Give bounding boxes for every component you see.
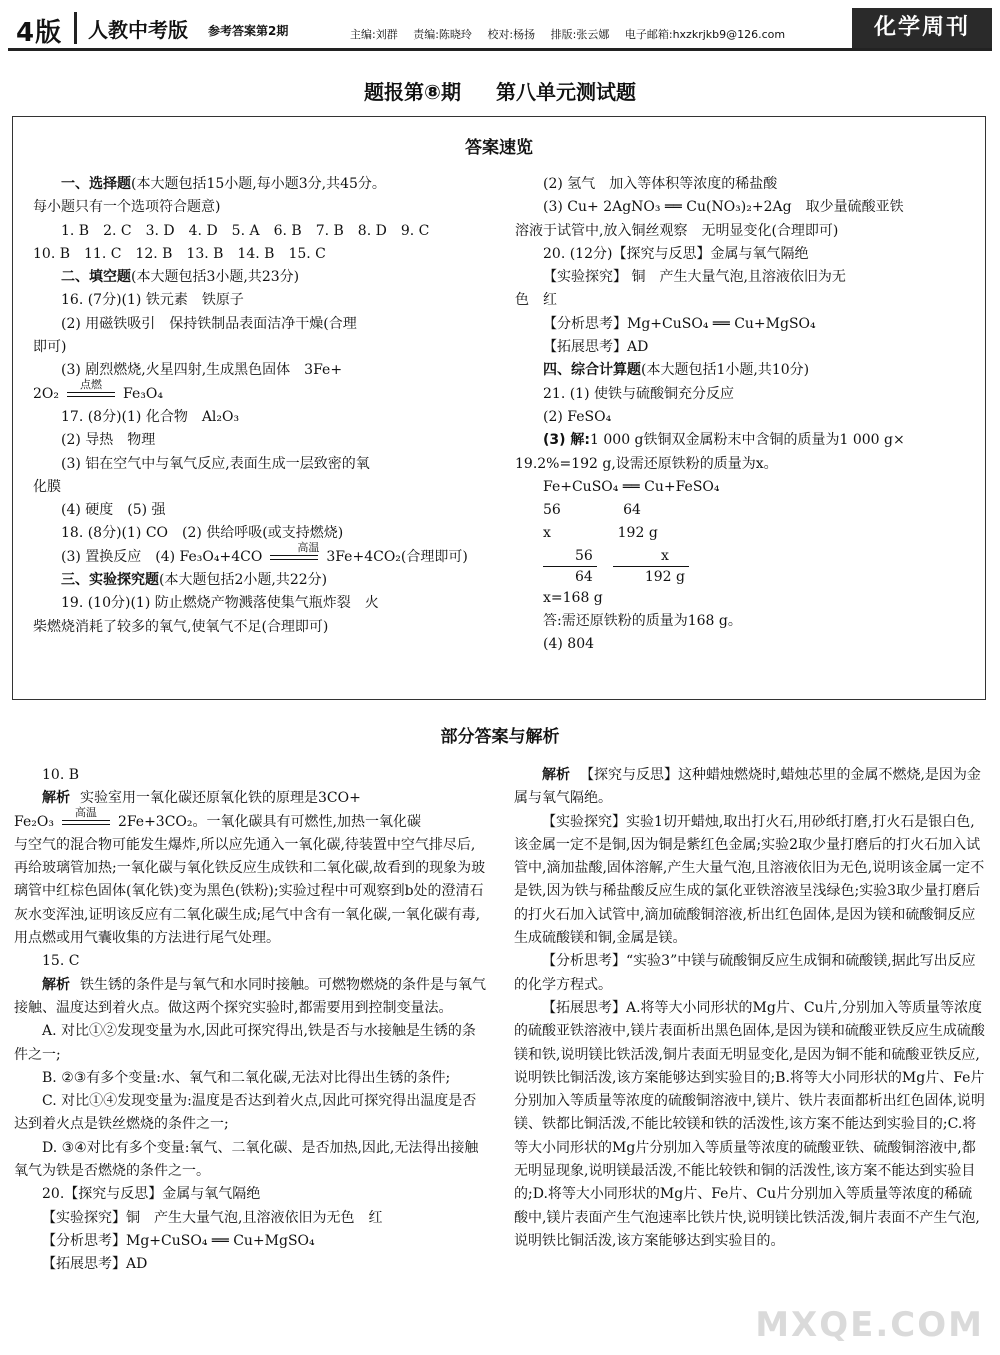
text-line xyxy=(33,592,495,615)
answer-overview-right-column xyxy=(515,173,967,657)
equation-left: (3) 置换反应 (4) Fe₃O₄+4CO xyxy=(61,548,263,565)
text-line xyxy=(515,266,967,289)
text-line xyxy=(515,243,967,266)
line-text: 实验室用一氧化碳还原氧化铁的原理是3CO+ xyxy=(80,790,361,807)
section-heading: 二、填空题 xyxy=(61,269,131,286)
text-line xyxy=(515,173,967,196)
text-line xyxy=(515,476,967,499)
line-text: 10. B xyxy=(42,767,80,783)
watermark: MXQE.COM xyxy=(755,1305,984,1345)
editor-email: 电子邮箱:hxzkrjkb9@126.com xyxy=(624,28,786,41)
line-text: (3) 剧烈燃烧,火星四射,生成黑色固体 3Fe+ xyxy=(61,362,343,379)
line-text: 【拓展思考】AD xyxy=(42,1256,148,1273)
text-line xyxy=(514,997,986,1253)
text-line xyxy=(33,406,495,429)
text-line xyxy=(33,522,495,545)
text-line xyxy=(514,950,986,997)
line-text: 1 000 g铁铜双金属粉末中含铜的质量为1 000 g× xyxy=(590,432,905,449)
line-text: 16. (7分)(1) 铁元素 铁原子 xyxy=(61,292,244,309)
text-line xyxy=(515,289,967,312)
editor-responsible: 责编:陈晓玲 xyxy=(413,28,472,41)
text-line xyxy=(515,336,967,359)
text-line xyxy=(14,805,486,834)
text-line xyxy=(14,1183,486,1206)
reaction-arrow xyxy=(65,377,117,401)
line-text: (本大题包括2小题,共22分) xyxy=(159,572,328,589)
analysis-keyword: 解析 xyxy=(42,790,70,807)
answer-overview-box xyxy=(12,116,986,700)
text-line xyxy=(33,313,495,336)
analysis-right-column xyxy=(514,764,986,1253)
line-text: (2) 氢气 加入等体积等浓度的稀盐酸 xyxy=(543,176,778,192)
text-line xyxy=(514,764,986,811)
text-line xyxy=(14,834,486,950)
edition-divider xyxy=(74,12,77,44)
text-line xyxy=(515,587,967,610)
answer-overview-title: 答案速览 xyxy=(465,138,533,158)
line-text: 柴燃烧消耗了较多的氧气,使氧气不足(合理即可) xyxy=(33,618,329,635)
masthead xyxy=(8,8,992,51)
line-text: (3) Cu+ 2AgNO₃ ══ Cu(NO₃)₂+2Ag 取少量硫酸亚铁 xyxy=(543,199,904,216)
text-line xyxy=(33,476,495,499)
editor-credits xyxy=(350,26,797,42)
line-text: (2) 导热 物理 xyxy=(61,432,156,449)
line-text: 每小题只有一个选项符合题意) xyxy=(33,199,221,216)
section-heading: (3) 解: xyxy=(543,432,591,449)
line-text: 15. C xyxy=(42,953,80,970)
section-heading: 四、综合计算题 xyxy=(543,362,641,379)
text-line xyxy=(14,950,486,973)
line-text: x 192 g xyxy=(543,525,658,542)
line-text: 20.【探究与反思】金属与氧气隔绝 xyxy=(42,1186,261,1203)
equation-right: 2Fe+3CO₂。一氧化碳具有可燃性,加热一氧化碳 xyxy=(117,813,421,830)
line-text: (3) 铝在空气中与氧气反应,表面生成一层致密的氧 xyxy=(61,455,370,472)
text-line xyxy=(33,616,495,639)
line-text: C. 对比①④发现变量为:温度是否达到着火点,因此可探究得出温度是否达到着火点是铁丝燃烧的条件之一; xyxy=(14,1093,477,1133)
reaction-condition: 点燃 xyxy=(80,377,102,391)
text-line xyxy=(33,499,495,522)
line-text: 19. (10分)(1) 防止燃烧产物溅落使集气瓶炸裂 火 xyxy=(61,595,379,612)
text-line xyxy=(33,243,495,266)
line-text: D. ③④对比有多个变量:氧气、二氧化碳、是否加热,因此,无法得出接触氧气为铁是否燃烧的条件之一。 xyxy=(14,1139,479,1180)
text-line xyxy=(515,220,967,243)
line-text: 20. (12分)【探究与反思】金属与氧气隔绝 xyxy=(543,245,809,262)
text-line xyxy=(33,220,495,243)
text-line xyxy=(515,610,967,633)
line-text: 【实验探究】 铜 产生大量气泡,且溶液依旧为无 xyxy=(543,269,846,286)
text-line xyxy=(33,429,495,452)
line-text: 10. B 11. C 12. B 13. B 14. B 15. C xyxy=(33,245,326,262)
line-text: (本大题包括1小题,共10分) xyxy=(641,362,810,379)
text-line xyxy=(515,359,967,382)
line-text: 17. (8分)(1) 化合物 Al₂O₃ xyxy=(61,408,240,425)
line-text: 铁生锈的条件是与氧气和水同时接触。可燃物燃烧的条件是与氧气接触、温度达到着火点。做这两个探究实验时,都需要用到控制变量法。 xyxy=(14,976,486,1016)
text-line xyxy=(14,1020,486,1067)
text-line xyxy=(515,633,967,656)
section-heading: 一、选择题 xyxy=(61,176,131,192)
line-text: Fe+CuSO₄ ══ Cu+FeSO₄ xyxy=(543,478,720,495)
line-text: 【实验探究】铜 产生大量气泡,且溶液依旧为无色 红 xyxy=(42,1209,383,1226)
text-line xyxy=(33,289,495,312)
text-line xyxy=(33,453,495,476)
text-line xyxy=(33,336,495,359)
line-text: (本大题包括15小题,每小题3分,共45分。 xyxy=(131,176,386,192)
line-text: 答:需还原铁粉的质量为168 g。 xyxy=(543,613,742,630)
equation-left: 2O₂ xyxy=(33,385,59,402)
publication-name: 人教中考版 xyxy=(88,18,188,42)
line-text: 1. B 2. C 3. D 4. D 5. A 6. B 7. B 8. D 9. C xyxy=(61,222,430,239)
text-line xyxy=(514,811,986,951)
text-line xyxy=(515,522,967,545)
editor-proofread: 校对:杨扬 xyxy=(487,28,536,41)
text-line xyxy=(14,1207,486,1230)
equals-bars xyxy=(62,820,110,825)
text-line xyxy=(33,196,495,219)
reaction-arrow xyxy=(60,805,112,829)
text-line xyxy=(515,453,967,476)
text-line xyxy=(33,266,495,289)
line-text: 【实验探究】实验1切开蜡烛,取出打火石,用砂纸打磨,打火石是银白色,该金属一定不是铜,因为铜是紫红色金属;实验2取少量打磨后的打火石加入试管中,滴加盐酸,固体溶解,产生大量气泡,且溶液依旧为无色,说明该金属一定不是铁,因为铁与稀盐酸反应生成的氯化亚铁溶液呈浅绿色;实验3取少量打磨后的打火石加入试管中,滴加硫酸铜溶液,析出红色固体,是因为镁和硫酸铜反应生成硫酸镁和铜,金属是镁。 xyxy=(514,813,985,947)
analysis-keyword: 解析 xyxy=(542,767,570,783)
reaction-arrow xyxy=(268,540,320,564)
fraction-denominator: 192 g xyxy=(644,568,685,585)
page-title xyxy=(0,76,1000,105)
analysis-keyword: 解析 xyxy=(42,976,70,993)
reaction-condition: 高温 xyxy=(297,540,320,554)
line-text: (本大题包括3小题,共23分) xyxy=(131,269,300,286)
text-line xyxy=(14,1067,486,1090)
line-text: B. ②③有多个变量:水、氧气和二氧化碳,无法对比得出生锈的条件; xyxy=(42,1069,451,1086)
editor-layout: 排版:张云娜 xyxy=(550,28,610,41)
analysis-left-column xyxy=(14,764,486,1277)
page-title-issue: 题报第⑧期 xyxy=(364,80,461,104)
fraction-denominator: 64 xyxy=(575,568,593,585)
text-line xyxy=(33,569,495,592)
issue-label: 参考答案第2期 xyxy=(208,24,289,38)
text-line xyxy=(515,546,967,587)
text-line xyxy=(14,1230,486,1253)
edition-label: 4版 xyxy=(16,18,63,48)
answer-overview-left-column xyxy=(33,173,495,639)
line-text: 【分析思考】“实验3”中镁与硫酸铜反应生成铜和硫酸镁,据此写出反应的化学方程式。 xyxy=(514,953,976,993)
text-line xyxy=(515,499,967,522)
line-text: (4) 硬度 (5) 强 xyxy=(61,502,166,519)
reaction-condition: 高温 xyxy=(74,805,97,819)
line-text: 21. (1) 使铁与硫酸铜充分反应 xyxy=(543,385,734,402)
line-text: 【拓展思考】AD xyxy=(543,339,649,356)
text-line xyxy=(33,173,495,196)
line-text: 化膜 xyxy=(33,478,61,495)
section-heading: 三、实验探究题 xyxy=(61,572,159,589)
line-text: 19.2%=192 g,设需还原铁粉的质量为x。 xyxy=(515,455,778,472)
equals-bars xyxy=(67,392,115,397)
text-line xyxy=(515,196,967,219)
equation-right: Fe₃O₄ xyxy=(123,385,163,402)
fraction-numerator: x xyxy=(613,546,689,567)
text-line xyxy=(33,540,495,569)
text-line xyxy=(515,406,967,429)
text-line xyxy=(33,377,495,406)
text-line xyxy=(14,764,486,787)
line-text: 18. (8分)(1) CO (2) 供给呼吸(或支持燃烧) xyxy=(61,525,344,542)
text-line xyxy=(14,1137,486,1184)
line-text: x=168 g xyxy=(543,589,603,606)
equals-bars xyxy=(270,555,318,560)
analysis-section-title: 部分答案与解析 xyxy=(440,727,560,747)
fraction xyxy=(543,546,597,587)
line-text: 溶液于试管中,放入铜丝观察 无明显变化(合理即可) xyxy=(515,222,839,239)
text-line xyxy=(14,974,486,1021)
text-line xyxy=(515,383,967,406)
line-text: 【分析思考】Mg+CuSO₄ ══ Cu+MgSO₄ xyxy=(42,1232,315,1249)
line-text: 【探究与反思】这种蜡烛燃烧时,蜡烛芯里的金属不燃烧,是因为金属与氧气隔绝。 xyxy=(514,767,981,807)
brand-logo: 化学周刊 xyxy=(852,8,992,48)
line-text: 【拓展思考】A.将等大小同形状的Mg片、Cu片,分别加入等质量等浓度的硫酸亚铁溶液中,镁片表面析出黑色固体,是因为镁和硫酸亚铁反应生成硫酸镁和铁,说明镁比铁活泼,铜片表面无明显变化,是因为铜不能和硫酸亚铁反应,说明铁比铜活泼,该方案能够达到实验目的;B.将等大小同形状的Mg片、Fe片分别加入等质量等浓度的硫酸铜溶液中,镁片、铁片表面都析出红色固体,说明镁、铁都比铜活泼,不能比较镁和铁的活泼性,该方案不能达到实验目的;C.将等大小同形状的Mg片分别加入等质量等浓度的硫酸亚铁、硫酸铜溶液中,都无明显现象,说明镁最活泼,不能比较铁和铜的活泼性,该方案不能达到实验目的;D.将等大小同形状的Mg片、Fe片、Cu片分别加入等质量等浓度的稀硫酸中,镁片表面产生气泡速率比铁片快,说明镁比铁活泼,铜片表面不产生气泡,说明铁比铜活泼,该方案能够达到实验目的。 xyxy=(514,999,985,1249)
line-text: (2) FeSO₄ xyxy=(543,408,612,425)
text-line xyxy=(515,313,967,336)
line-text: (2) 用磁铁吸引 保持铁制品表面洁净干燥(合理 xyxy=(61,315,357,332)
line-text: 56 64 xyxy=(543,502,641,519)
equation-right: 3Fe+4CO₂(合理即可) xyxy=(326,548,468,565)
fraction xyxy=(613,546,689,587)
line-text: 【分析思考】Mg+CuSO₄ ══ Cu+MgSO₄ xyxy=(543,315,816,332)
text-line xyxy=(14,1090,486,1137)
page-title-unit: 第八单元测试题 xyxy=(495,80,636,104)
line-text: 与空气的混合物可能发生爆炸,所以应先通入一氧化碳,待装置中空气排尽后,再给玻璃管加热;一氧化碳与氧化铁反应生成铁和二氧化碳,故看到的现象为玻璃管中红棕色固体(氧化铁)变为黑色(铁粉);实验过程中可观察到b处的澄清石灰水变浑浊,证明该反应有二氧化碳生成;尾气中含有一氧化碳,一氧化碳有毒,用点燃或用气囊收集的方法进行尾气处理。 xyxy=(14,836,486,947)
equation-left: Fe₂O₃ xyxy=(14,813,54,830)
line-text: (4) 804 xyxy=(543,636,595,653)
editor-chief: 主编:刘群 xyxy=(350,28,398,41)
line-text: 色 红 xyxy=(515,292,557,309)
line-text: 即可) xyxy=(33,339,67,356)
text-line xyxy=(14,1253,486,1276)
fraction-numerator: 56 xyxy=(543,546,597,567)
text-line xyxy=(515,429,967,452)
line-text: A. 对比①②发现变量为水,因此可探究得出,铁是否与水接触是生锈的条件之一; xyxy=(14,1023,476,1063)
